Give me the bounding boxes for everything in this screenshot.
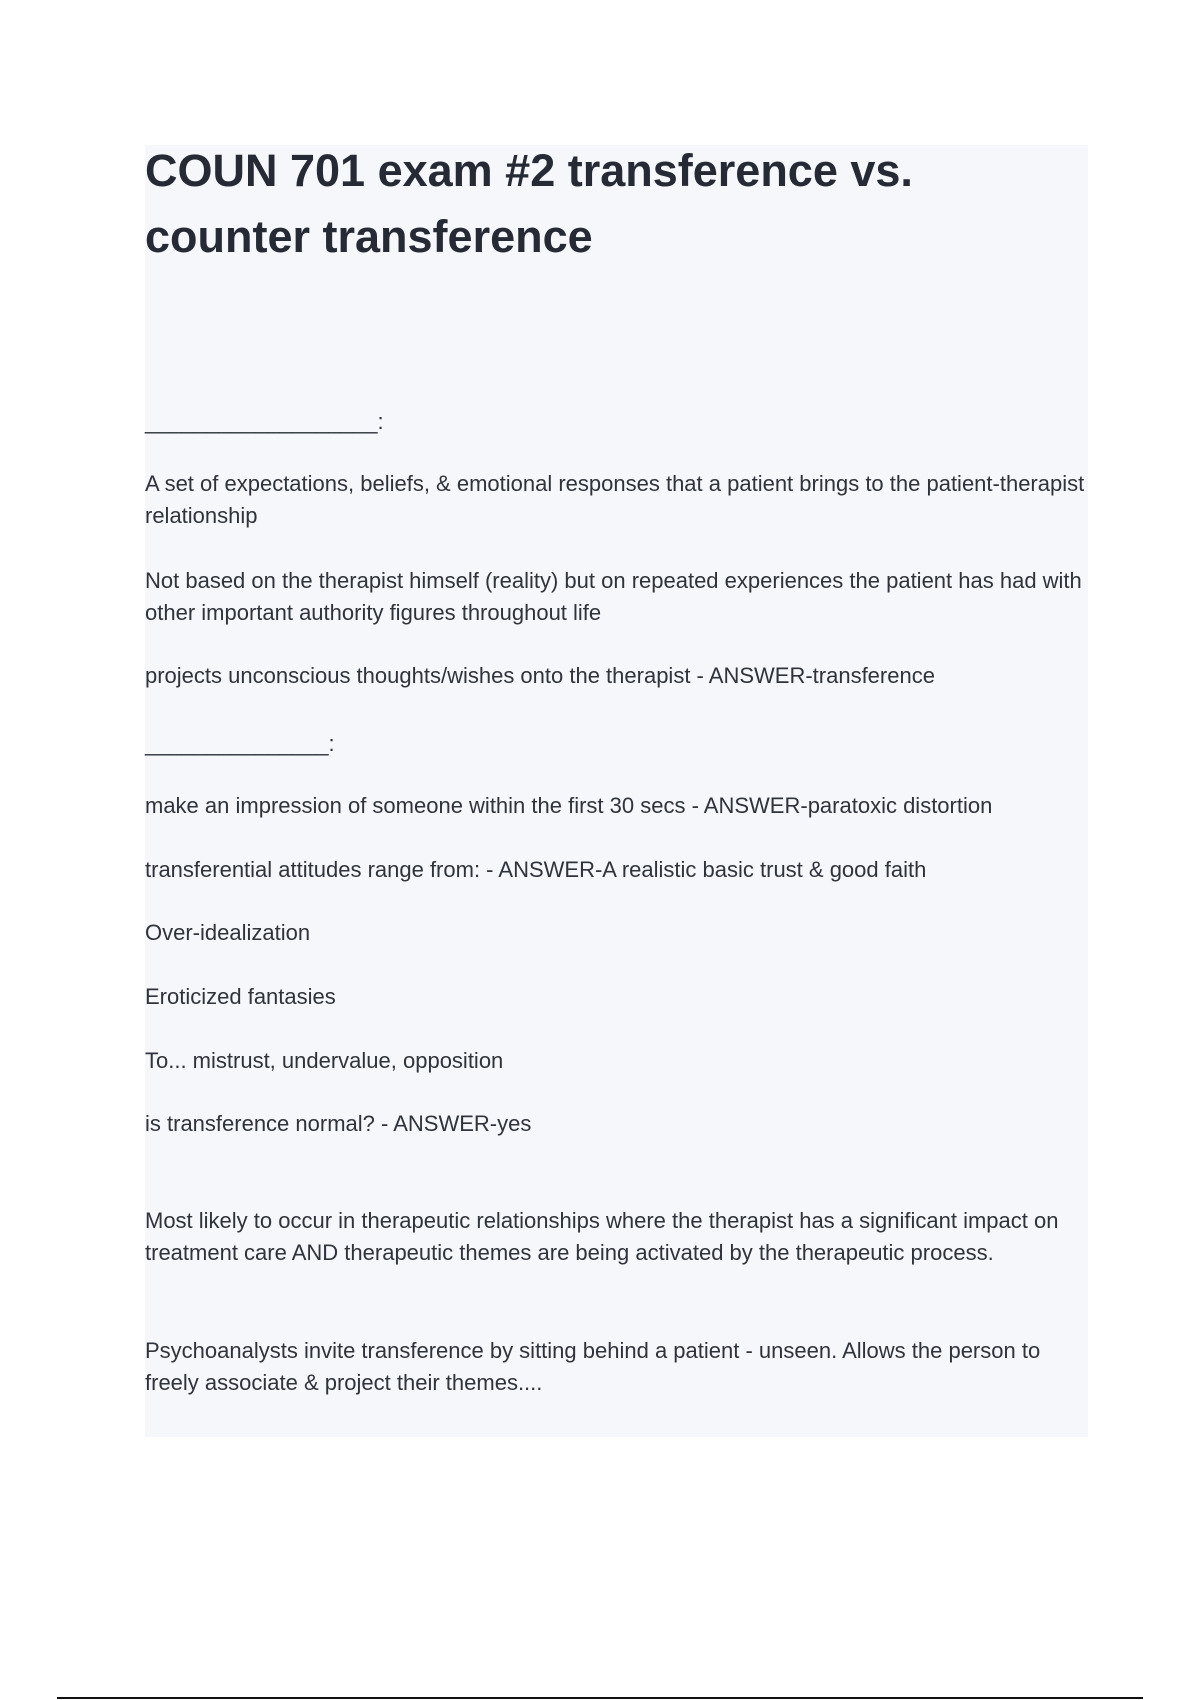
item-eroticized-fantasies: Eroticized fantasies (145, 984, 336, 1009)
answer-transference: projects unconscious thoughts/wishes onto the therapist - ANSWER-transference (145, 663, 935, 688)
answer-transferential-attitudes: transferential attitudes range from: - ANSWER-A realistic basic trust & good faith (145, 857, 927, 882)
explanation-paragraph: Not based on the therapist himself (reality) but on repeated experiences the patient has had with other important authority figures throughout life (145, 568, 1082, 625)
document-title: COUN 701 exam #2 transference vs. counter transference (145, 145, 913, 262)
item-over-idealization: Over-idealization (145, 920, 311, 945)
psychoanalysts-paragraph: Psychoanalysts invite transference by sitting behind a patient - unseen. Allows the person to freely associate & project their themes.... (145, 1338, 1041, 1395)
item-mistrust: To... mistrust, undervalue, opposition (145, 1048, 504, 1073)
footer-rule (57, 1697, 1143, 1699)
likelihood-paragraph: Most likely to occur in therapeutic relationships where the therapist has a significant impact on treatment care AND therapeutic themes are being activated by the therapeutic process. (145, 1208, 1059, 1265)
answer-paratoxic-distortion: make an impression of someone within the first 30 secs - ANSWER-paratoxic distortion (145, 793, 993, 818)
question-blank-1: ___________________: (145, 409, 384, 434)
question-blank-2: _______________: (145, 731, 335, 756)
definition-paragraph: A set of expectations, beliefs, & emotional responses that a patient brings to the patient-therapist relationship (145, 471, 1085, 528)
answer-transference-normal: is transference normal? - ANSWER-yes (145, 1111, 532, 1136)
